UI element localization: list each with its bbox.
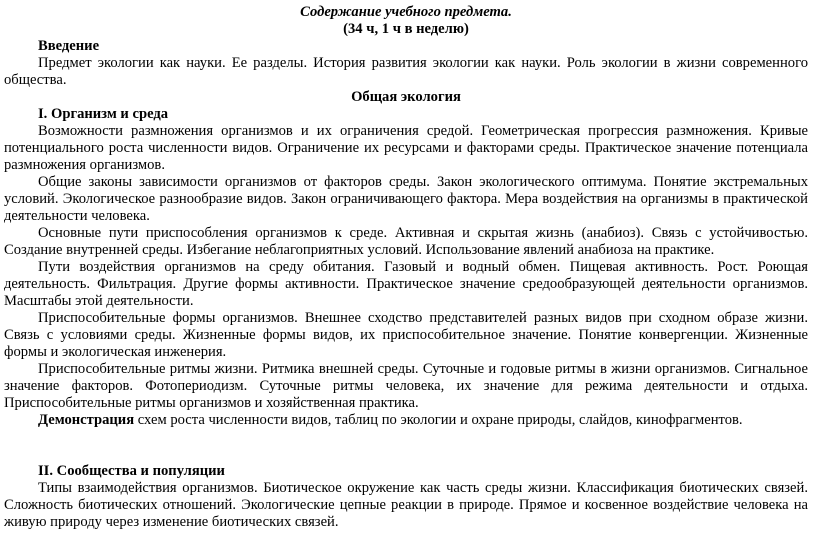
intro-paragraph: Предмет экологии как науки. Ее разделы. История развития экологии как науки. Роль экологии в жизни современного общества. [4, 55, 808, 88]
part1-paragraph-rhythms: Приспособительные ритмы жизни. Ритмика внешней среды. Суточные и годовые ритмы в жизни организмов. Сигнальное значение факторов. Фотопериодизм. Суточные ритмы человека, их значение для режима деятельности и отдыха. Приспособительные ритмы организмов и хозяйственная практика. [4, 361, 808, 411]
part1-paragraph-adaptation: Основные пути приспособления организмов к среде. Активная и скрытая жизнь (анабиоз). Связь с устойчивостью. Создание внутренней среды. Избегание неблагоприятных условий. Использование явлений анабиоза на практике. [4, 225, 808, 258]
part1-heading: I. Организм и среда [38, 106, 169, 122]
demo-text: схем роста численности видов, таблиц по экологии и охране природы, слайдов, кинофрагментов. [134, 412, 743, 428]
part2-heading: II. Сообщества и популяции [38, 463, 225, 479]
part1-demonstration [4, 412, 808, 429]
demo-label: Демонстрация [38, 412, 135, 428]
document-title: Содержание учебного предмета. [300, 4, 512, 20]
part1-paragraph-laws: Общие законы зависимости организмов от факторов среды. Закон экологического оптимума. Понятие экстремальных условий. Экологическое разнообразие видов. Закон ограничивающего фактора. Мера воздействия на организмы в практической деятельности человека. [4, 174, 808, 224]
part1-paragraph-forms: Приспособительные формы организмов. Внешнее сходство представителей разных видов при сходном образе жизни. Связь с условиями среды. Жизненные формы видов, их приспособительное значение. Понятие конвергенции. Жизненные формы и экологическая инженерия. [4, 310, 808, 360]
section-spacer [4, 429, 808, 463]
general-ecology-heading: Общая экология [351, 89, 461, 105]
hours-subtitle: (34 ч, 1 ч в неделю) [343, 21, 469, 37]
part2-paragraph-interactions: Типы взаимодействия организмов. Биотическое окружение как часть среды жизни. Классификация биотических связей. Сложность биотических отношений. Экологические цепные реакции в природе. Прямое и косвенное воздействие человека на живую природу через изменение биотических связей. [4, 480, 808, 530]
part1-paragraph-impact: Пути воздействия организмов на среду обитания. Газовый и водный обмен. Пищевая активность. Рост. Роющая деятельность. Фильтрация. Другие формы активности. Практическое значение средообразующей деятельности организмов. Масштабы этой деятельности. [4, 259, 808, 309]
part1-paragraph-reproduction: Возможности размножения организмов и их ограничения средой. Геометрическая прогрессия размножения. Кривые потенциального роста численности видов. Ограничение их ресурсами и факторами среды. Практическое значение потенциала размножения организмов. [4, 123, 808, 173]
intro-heading: Введение [38, 38, 100, 54]
